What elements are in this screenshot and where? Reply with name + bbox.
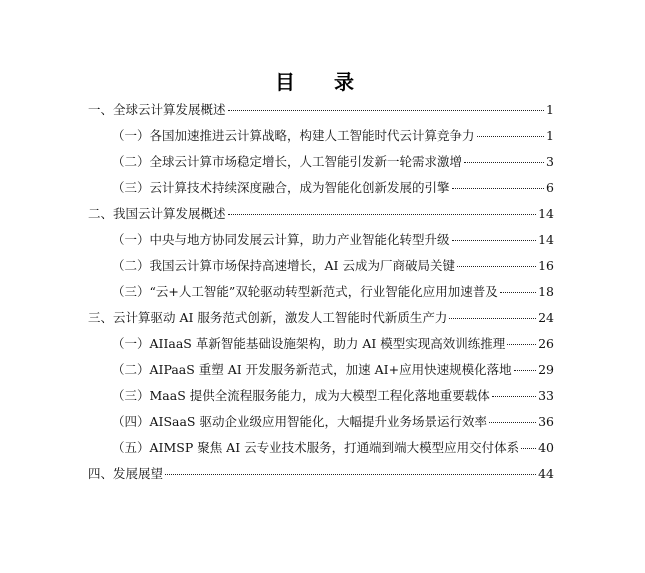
toc-leader-dots bbox=[449, 318, 536, 319]
toc-title: 目 录 bbox=[275, 70, 370, 94]
toc-entry[interactable] bbox=[112, 127, 554, 145]
toc-entry[interactable] bbox=[112, 361, 554, 379]
toc-entry-text: （二）我国云计算市场保持高速增长，AI 云成为厂商破局关键 bbox=[112, 258, 455, 273]
toc-entry[interactable] bbox=[112, 335, 554, 353]
toc-page-number: 36 bbox=[538, 414, 554, 429]
toc-page-number: 33 bbox=[538, 388, 554, 403]
toc-entry[interactable] bbox=[112, 439, 554, 457]
toc-leader-dots bbox=[228, 110, 545, 111]
toc-entry-text: （三）云计算技术持续深度融合，成为智能化创新发展的引擎 bbox=[112, 180, 450, 195]
toc-entry-text: 二、我国云计算发展概述 bbox=[88, 206, 226, 221]
toc-entry[interactable] bbox=[112, 179, 554, 197]
toc-leader-dots bbox=[165, 474, 536, 475]
toc-entry[interactable] bbox=[112, 413, 554, 431]
toc-leader-dots bbox=[477, 136, 545, 137]
toc-page-number: 3 bbox=[546, 154, 554, 169]
toc-entry-text: （二）AIPaaS 重塑 AI 开发服务新范式，加速 AI+应用快速规模化落地 bbox=[112, 362, 512, 377]
toc-entry-text: （三）MaaS 提供全流程服务能力，成为大模型工程化落地重要载体 bbox=[112, 388, 490, 403]
toc-entry[interactable] bbox=[88, 205, 554, 223]
toc-leader-dots bbox=[521, 448, 536, 449]
toc-page-number: 1 bbox=[546, 128, 554, 143]
toc-page-number: 14 bbox=[538, 206, 554, 221]
toc-entry[interactable] bbox=[112, 387, 554, 405]
toc-page-number: 16 bbox=[538, 258, 554, 273]
toc-page-number: 14 bbox=[538, 232, 554, 247]
toc-leader-dots bbox=[457, 266, 536, 267]
toc-entry[interactable] bbox=[112, 153, 554, 171]
toc-page-number: 6 bbox=[546, 180, 554, 195]
toc-entry-text: （一）中央与地方协同发展云计算，助力产业智能化转型升级 bbox=[112, 232, 450, 247]
toc-page-number: 1 bbox=[546, 102, 554, 117]
toc-page-number: 40 bbox=[538, 440, 554, 455]
toc-leader-dots bbox=[452, 240, 537, 241]
toc-entry-text: 四、发展展望 bbox=[88, 466, 164, 481]
toc-page-number: 18 bbox=[538, 284, 554, 299]
toc-leader-dots bbox=[464, 162, 544, 163]
toc-entry-text: （三）“云+人工智能”双轮驱动转型新范式，行业智能化应用加速普及 bbox=[112, 284, 498, 299]
toc-entry-text: （五）AIMSP 聚焦 AI 云专业技术服务，打通端到端大模型应用交付体系 bbox=[112, 440, 520, 455]
toc-leader-dots bbox=[500, 292, 536, 293]
toc-leader-dots bbox=[507, 344, 536, 345]
toc-entry[interactable] bbox=[112, 283, 554, 301]
toc-entry[interactable] bbox=[88, 309, 554, 327]
toc-entry-text: （一）各国加速推进云计算战略，构建人工智能时代云计算竞争力 bbox=[112, 128, 475, 143]
toc-entry-text: （一）AIIaaS 革新智能基础设施架构，助力 AI 模型实现高效训练推理 bbox=[112, 336, 506, 351]
toc-entry-text: 三、云计算驱动 AI 服务范式创新，激发人工智能时代新质生产力 bbox=[88, 310, 448, 325]
toc-entry[interactable] bbox=[112, 231, 554, 249]
toc-entry[interactable] bbox=[112, 257, 554, 275]
toc-entry-text: （二）全球云计算市场稳定增长，人工智能引发新一轮需求激增 bbox=[112, 154, 463, 169]
toc-entry-text: 一、全球云计算发展概述 bbox=[88, 102, 226, 117]
toc-page-number: 26 bbox=[538, 336, 554, 351]
toc-entry[interactable] bbox=[88, 101, 554, 119]
toc-leader-dots bbox=[489, 422, 536, 423]
toc-leader-dots bbox=[452, 188, 545, 189]
toc-entry-text: （四）AISaaS 驱动企业级应用智能化，大幅提升业务场景运行效率 bbox=[112, 414, 487, 429]
toc-page-number: 44 bbox=[538, 466, 554, 481]
toc-leader-dots bbox=[228, 214, 537, 215]
toc-leader-dots bbox=[492, 396, 536, 397]
toc-page-number: 29 bbox=[538, 362, 554, 377]
toc-leader-dots bbox=[514, 370, 537, 371]
toc-entry[interactable] bbox=[88, 465, 554, 483]
toc-page-number: 24 bbox=[538, 310, 554, 325]
